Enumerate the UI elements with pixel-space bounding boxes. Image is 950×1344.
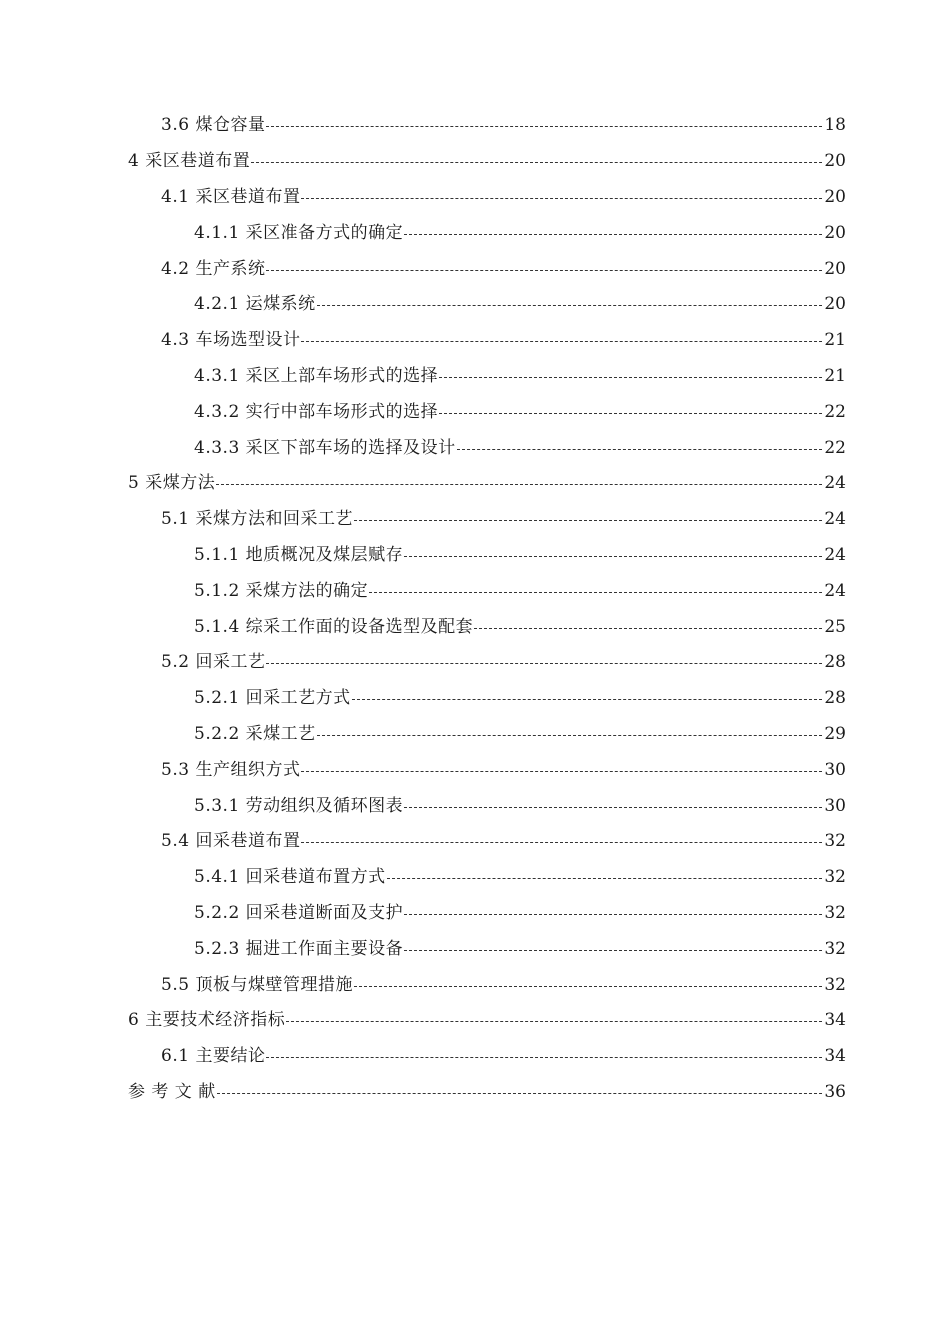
toc-entry-page: 32 — [824, 831, 846, 852]
toc-entry-title: 5.2.2 采煤工艺 — [194, 723, 316, 744]
toc-leader — [404, 914, 822, 915]
toc-leader — [251, 162, 822, 163]
toc-entry-page: 24 — [824, 509, 846, 530]
table-of-contents — [0, 108, 950, 1110]
toc-entry-page: 20 — [824, 258, 846, 279]
toc-entry-page: 32 — [824, 867, 846, 888]
toc-entry-page: 28 — [824, 652, 846, 673]
toc-entry-page: 34 — [824, 1046, 846, 1067]
toc-leader — [404, 807, 822, 808]
toc-entry-page: 20 — [824, 186, 846, 207]
toc-leader — [317, 305, 823, 306]
toc-entry-page: 20 — [824, 294, 846, 315]
toc-entry-page: 21 — [824, 330, 846, 351]
toc-entry-page: 24 — [824, 544, 846, 565]
toc-entry-page: 36 — [824, 1081, 846, 1102]
toc-leader — [216, 484, 822, 485]
toc-entry-title: 3.6 煤仓容量 — [161, 115, 266, 136]
toc-leader — [404, 950, 822, 951]
toc-leader — [474, 628, 822, 629]
toc-entry-title: 5.4 回采巷道布置 — [161, 831, 301, 852]
toc-entry[interactable] — [0, 215, 950, 251]
toc-entry[interactable] — [0, 538, 950, 574]
toc-entry[interactable] — [0, 967, 950, 1003]
toc-entry-title: 5.1.4 综采工作面的设备选型及配套 — [194, 616, 474, 637]
toc-entry-title: 4.2.1 运煤系统 — [194, 294, 316, 315]
toc-entry-page: 30 — [824, 759, 846, 780]
toc-entry-title: 5.3 生产组织方式 — [161, 759, 301, 780]
toc-entry-page: 32 — [824, 974, 846, 995]
toc-entry-title: 4.3.3 采区下部车场的选择及设计 — [194, 437, 456, 458]
toc-entry-page: 21 — [824, 365, 846, 386]
toc-entry-title: 6 主要技术经济指标 — [128, 1010, 286, 1031]
toc-leader — [301, 341, 822, 342]
toc-entry-title: 5.1.2 采煤方法的确定 — [194, 580, 369, 601]
toc-entry[interactable] — [0, 108, 950, 144]
toc-entry-page: 25 — [824, 616, 846, 637]
toc-entry-page: 34 — [824, 1010, 846, 1031]
toc-entry[interactable] — [0, 573, 950, 609]
toc-leader — [301, 198, 822, 199]
toc-entry-page: 22 — [824, 437, 846, 458]
toc-entry-page: 30 — [824, 795, 846, 816]
toc-leader — [387, 878, 823, 879]
toc-entry-title: 5.2.2 回采巷道断面及支护 — [194, 902, 404, 923]
toc-leader — [352, 699, 823, 700]
toc-entry-title: 4.3.2 实行中部车场形式的选择 — [194, 401, 439, 422]
toc-entry-page: 22 — [824, 401, 846, 422]
toc-entry-title: 4 采区巷道布置 — [128, 151, 251, 172]
toc-entry-title: 4.3 车场选型设计 — [161, 330, 301, 351]
toc-entry[interactable] — [0, 645, 950, 681]
toc-leader — [404, 234, 822, 235]
toc-entry[interactable] — [0, 752, 950, 788]
toc-leader — [266, 1057, 822, 1058]
toc-leader — [286, 1021, 822, 1022]
toc-entry-title: 5.2.1 回采工艺方式 — [194, 688, 351, 709]
toc-entry[interactable] — [0, 251, 950, 287]
toc-leader — [301, 771, 822, 772]
toc-entry[interactable] — [0, 359, 950, 395]
toc-entry-title: 4.3.1 采区上部车场形式的选择 — [194, 365, 439, 386]
toc-entry[interactable] — [0, 931, 950, 967]
toc-entry[interactable] — [0, 717, 950, 753]
toc-entry-page: 24 — [824, 473, 846, 494]
toc-leader — [404, 556, 822, 557]
toc-leader — [301, 842, 822, 843]
toc-leader — [439, 413, 822, 414]
toc-entry[interactable] — [0, 824, 950, 860]
toc-entry-title: 4.2 生产系统 — [161, 258, 266, 279]
toc-entry[interactable] — [0, 394, 950, 430]
toc-entry[interactable] — [0, 1039, 950, 1075]
toc-leader — [317, 735, 823, 736]
toc-entry[interactable] — [0, 860, 950, 896]
toc-entry[interactable] — [0, 788, 950, 824]
toc-entry-title: 参 考 文 献 — [128, 1081, 216, 1102]
toc-entry-title: 4.1 采区巷道布置 — [161, 186, 301, 207]
toc-entry[interactable] — [0, 430, 950, 466]
toc-entry[interactable] — [0, 180, 950, 216]
toc-entry-title: 5 采煤方法 — [128, 473, 216, 494]
toc-entry-title: 5.2.3 掘进工作面主要设备 — [194, 938, 404, 959]
toc-entry-page: 20 — [824, 222, 846, 243]
toc-entry-title: 6.1 主要结论 — [161, 1046, 266, 1067]
toc-entry[interactable] — [0, 1003, 950, 1039]
toc-leader — [266, 126, 822, 127]
toc-entry[interactable] — [0, 609, 950, 645]
toc-entry-page: 29 — [824, 723, 846, 744]
toc-leader — [354, 986, 822, 987]
toc-entry[interactable] — [0, 1075, 950, 1111]
toc-entry[interactable] — [0, 681, 950, 717]
toc-entry-title: 5.5 顶板与煤壁管理措施 — [161, 974, 353, 995]
toc-leader — [439, 377, 822, 378]
toc-entry-page: 32 — [824, 938, 846, 959]
toc-entry-title: 5.4.1 回采巷道布置方式 — [194, 867, 386, 888]
toc-leader — [369, 592, 822, 593]
toc-entry[interactable] — [0, 466, 950, 502]
toc-leader — [266, 663, 822, 664]
toc-entry-page: 20 — [824, 151, 846, 172]
toc-entry-title: 5.1 采煤方法和回采工艺 — [161, 509, 353, 530]
toc-entry[interactable] — [0, 144, 950, 180]
toc-entry[interactable] — [0, 502, 950, 538]
toc-leader — [217, 1093, 823, 1094]
toc-entry-page: 28 — [824, 688, 846, 709]
toc-entry[interactable] — [0, 323, 950, 359]
toc-entry-page: 32 — [824, 902, 846, 923]
toc-leader — [457, 449, 823, 450]
toc-entry-page: 18 — [824, 115, 846, 136]
toc-leader — [266, 270, 822, 271]
toc-entry-title: 5.3.1 劳动组织及循环图表 — [194, 795, 404, 816]
toc-entry[interactable] — [0, 287, 950, 323]
toc-entry-page: 24 — [824, 580, 846, 601]
toc-entry[interactable] — [0, 896, 950, 932]
toc-entry-title: 5.1.1 地质概况及煤层赋存 — [194, 544, 404, 565]
toc-entry-title: 5.2 回采工艺 — [161, 652, 266, 673]
toc-leader — [354, 520, 822, 521]
toc-entry-title: 4.1.1 采区准备方式的确定 — [194, 222, 404, 243]
